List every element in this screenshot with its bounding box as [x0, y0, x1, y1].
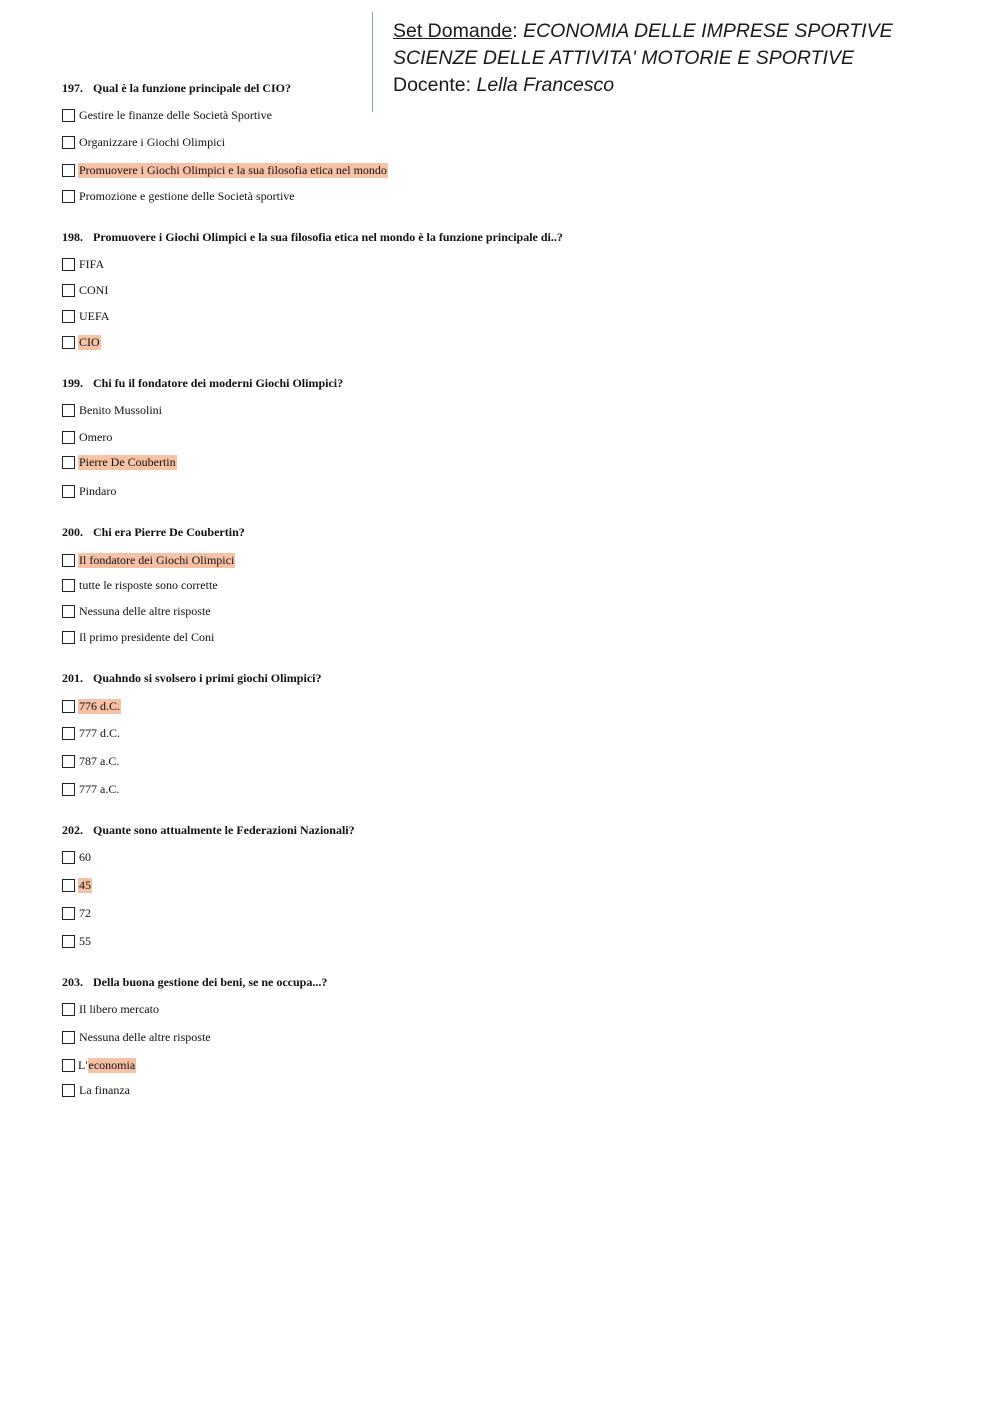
answer-checkbox[interactable]: [62, 879, 75, 892]
answer-option[interactable]: [62, 781, 120, 797]
answer-option[interactable]: [62, 725, 121, 741]
answer-option[interactable]: [62, 933, 92, 949]
question-number: 201.: [62, 671, 83, 685]
set-colon: :: [512, 20, 518, 42]
answer-text: CONI: [79, 282, 109, 297]
question-title: [62, 524, 942, 540]
question-number: 202.: [62, 823, 83, 837]
answer-checkbox[interactable]: [62, 1031, 75, 1044]
answer-text: Pindaro: [79, 483, 117, 498]
answer-text: Promozione e gestione delle Società sportive: [79, 188, 295, 203]
question-197: [62, 80, 942, 203]
header-divider: [372, 12, 373, 112]
question-title: [62, 80, 942, 96]
question-199: [62, 375, 942, 498]
answer-text: La finanza: [79, 1082, 130, 1097]
teacher-name: Lella Francesco: [476, 74, 615, 96]
answer-option[interactable]: [62, 1082, 131, 1098]
answer-text: 72: [79, 905, 91, 920]
answer-option[interactable]: [62, 454, 177, 470]
question-text: Quahndo si svolsero i primi giochi Olimpici?: [93, 671, 322, 685]
answer-checkbox[interactable]: [62, 336, 75, 349]
answer-checkbox[interactable]: [62, 783, 75, 796]
answer-text: 55: [79, 933, 91, 948]
answer-checkbox[interactable]: [62, 456, 75, 469]
answer-option[interactable]: [62, 629, 215, 645]
question-198: [62, 229, 942, 349]
answer-prefix: L': [78, 1057, 88, 1072]
answer-option[interactable]: [62, 552, 235, 568]
question-text: Quante sono attualmente le Federazioni Nazionali?: [93, 823, 355, 837]
answer-text: Promuovere i Giochi Olimpici e la sua filosofia etica nel mondo: [79, 162, 387, 177]
answer-checkbox[interactable]: [62, 935, 75, 948]
answer-option[interactable]: [62, 849, 92, 865]
answer-text: Pierre De Coubertin: [79, 454, 176, 469]
question-number: 203.: [62, 975, 83, 989]
answer-checkbox[interactable]: [62, 190, 75, 203]
answer-option[interactable]: [62, 603, 212, 619]
answer-option[interactable]: [62, 753, 120, 769]
header-set-line: [393, 18, 893, 45]
answer-checkbox[interactable]: [62, 851, 75, 864]
answer-text: 60: [79, 849, 91, 864]
answer-checkbox[interactable]: [62, 1059, 75, 1072]
answer-text: Il primo presidente del Coni: [79, 629, 215, 644]
question-202: [62, 822, 942, 948]
answer-option[interactable]: [62, 577, 219, 593]
question-text: Promuovere i Giochi Olimpici e la sua filosofia etica nel mondo è la funzione principale di..?: [93, 230, 563, 244]
question-number: 199.: [62, 376, 83, 390]
answer-option[interactable]: [62, 162, 388, 178]
answer-checkbox[interactable]: [62, 700, 75, 713]
question-number: 198.: [62, 230, 83, 244]
question-203: [62, 974, 942, 1097]
question-title: [62, 375, 942, 391]
answer-checkbox[interactable]: [62, 1003, 75, 1016]
answer-checkbox[interactable]: [62, 258, 75, 271]
answer-option[interactable]: [62, 905, 92, 921]
question-title: [62, 229, 942, 245]
answer-checkbox[interactable]: [62, 755, 75, 768]
answer-option[interactable]: [62, 334, 101, 350]
answer-checkbox[interactable]: [62, 579, 75, 592]
answer-checkbox[interactable]: [62, 431, 75, 444]
answer-checkbox[interactable]: [62, 1084, 75, 1097]
answer-text: Nessuna delle altre risposte: [79, 603, 211, 618]
answer-text: CIO: [79, 334, 100, 349]
question-number: 200.: [62, 525, 83, 539]
answer-checkbox[interactable]: [62, 631, 75, 644]
answer-option[interactable]: [62, 483, 117, 499]
answer-text: 787 a.C.: [79, 753, 120, 768]
answer-text: 776 d.C.: [79, 698, 121, 713]
answer-checkbox[interactable]: [62, 485, 75, 498]
answer-text: Nessuna delle altre risposte: [79, 1029, 211, 1044]
answer-text: Il fondatore dei Giochi Olimpici: [79, 552, 235, 567]
question-title: [62, 670, 942, 686]
answer-checkbox[interactable]: [62, 404, 75, 417]
answer-text: Omero: [79, 429, 113, 444]
answer-option[interactable]: [62, 429, 113, 445]
answer-option[interactable]: [62, 134, 226, 150]
answer-text: Organizzare i Giochi Olimpici: [79, 134, 226, 149]
question-text: Chi era Pierre De Coubertin?: [93, 525, 245, 539]
answer-text: Benito Mussolini: [79, 402, 163, 417]
degree-title: SCIENZE DELLE ATTIVITA' MOTORIE E SPORTIVE: [393, 47, 854, 69]
set-label: Set Domande: [393, 20, 513, 42]
answer-text: 777 a.C.: [79, 781, 120, 796]
answer-option[interactable]: [62, 308, 110, 324]
answer-checkbox[interactable]: [62, 554, 75, 567]
answer-text: economia: [88, 1057, 136, 1072]
answer-text: 45: [79, 877, 91, 892]
question-text: Della buona gestione dei beni, se ne occupa...?: [93, 975, 328, 989]
question-201: [62, 670, 942, 796]
answer-checkbox[interactable]: [62, 605, 75, 618]
answer-text: Il libero mercato: [79, 1001, 159, 1016]
answer-checkbox[interactable]: [62, 907, 75, 920]
question-text: Chi fu il fondatore dei moderni Giochi Olimpici?: [93, 376, 344, 390]
answer-text: FIFA: [79, 256, 105, 271]
answer-checkbox[interactable]: [62, 164, 75, 177]
question-title: [62, 974, 942, 990]
answer-text: UEFA: [79, 308, 110, 323]
answer-checkbox[interactable]: [62, 310, 75, 323]
answer-checkbox[interactable]: [62, 284, 75, 297]
answer-text: 777 d.C.: [79, 725, 121, 740]
answer-option[interactable]: [62, 188, 296, 204]
answer-option[interactable]: [62, 282, 109, 298]
answer-option[interactable]: [62, 256, 105, 272]
answer-text: Gestire le finanze delle Società Sportive: [79, 107, 272, 122]
answer-option[interactable]: [62, 402, 163, 418]
answer-option[interactable]: [62, 107, 273, 123]
answer-option[interactable]: [62, 698, 121, 714]
answer-text: tutte le risposte sono corrette: [79, 577, 218, 592]
answer-checkbox[interactable]: [62, 136, 75, 149]
answer-option[interactable]: [62, 1029, 212, 1045]
answer-option[interactable]: [62, 1001, 160, 1017]
answer-checkbox[interactable]: [62, 727, 75, 740]
answer-option[interactable]: [62, 1057, 136, 1073]
course-title: ECONOMIA DELLE IMPRESE SPORTIVE: [523, 20, 893, 42]
answer-option[interactable]: [62, 877, 92, 893]
question-number: 197.: [62, 81, 83, 95]
teacher-label: Docente:: [393, 74, 472, 96]
question-text: Qual è la funzione principale del CIO?: [93, 81, 292, 95]
answer-checkbox[interactable]: [62, 109, 75, 122]
question-200: [62, 524, 942, 644]
question-title: [62, 822, 942, 838]
